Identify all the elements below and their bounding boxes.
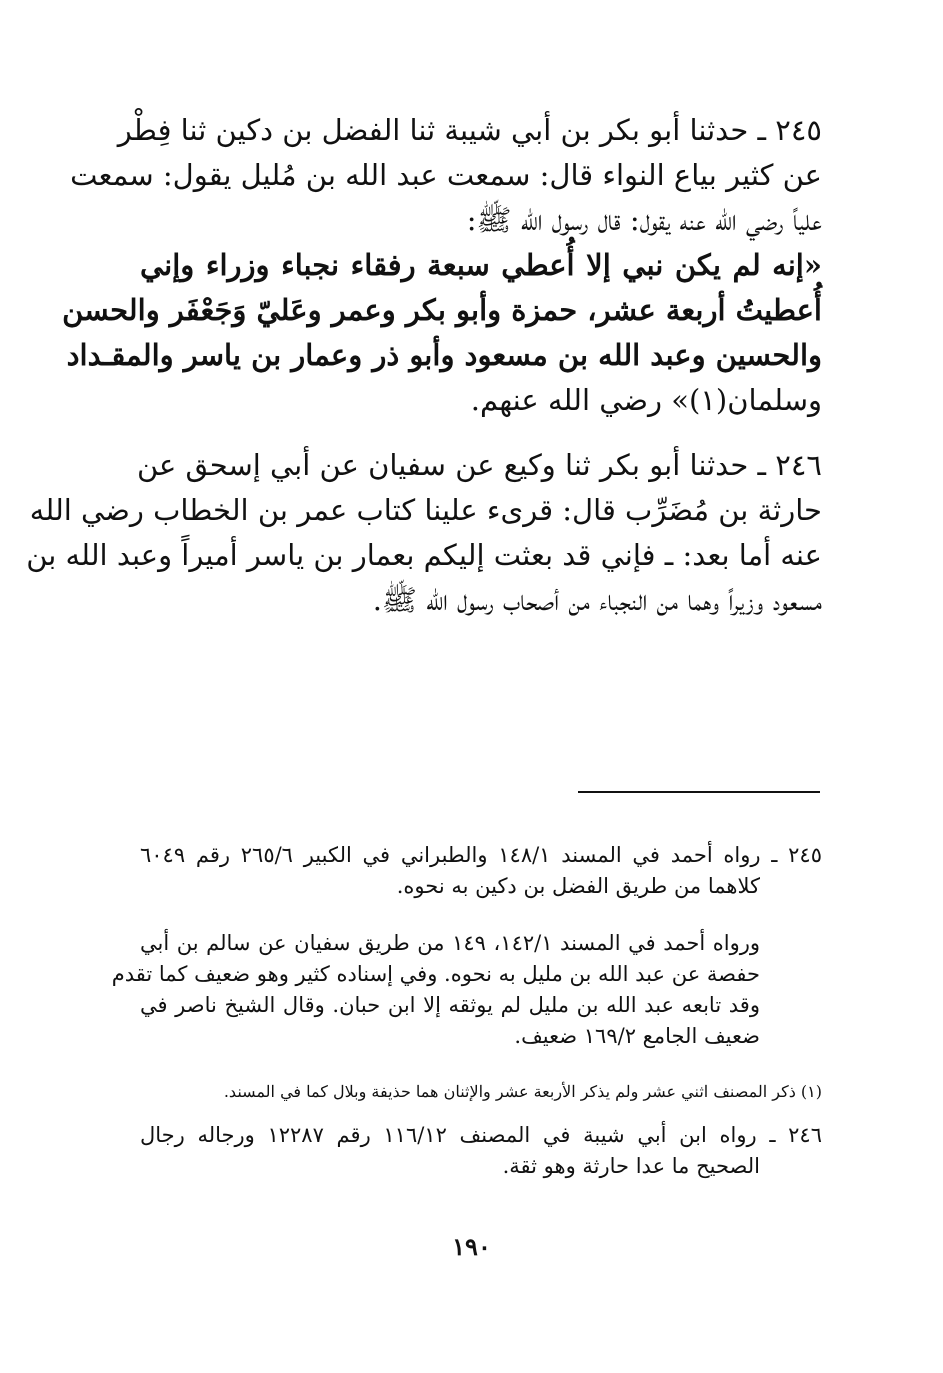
hadith-246-line-1: ٢٤٦ ـ حدثنا أبو بكر ثنا وكيع عن سفيان عن أبي إسحق عن xyxy=(136,448,822,482)
footnote-note-1-text: (١) ذكر المصنف اثني عشر ولم يذكر الأربعة عشر والإثنان هما حذيفة وبلال كما في المسند. xyxy=(223,1082,822,1101)
hadith-246-line-4: مسعود وزيراً وهما من النجباء من أصحاب رسول الله ﷺ. xyxy=(372,583,822,617)
hadith-245-line-1: ٢٤٥ ـ حدثنا أبو بكر بن أبي شيبة ثنا الفضل بن دكين ثنا فِطْر xyxy=(117,113,822,147)
footnote-245b-line-2: حفصة عن عبد الله بن مليل به نحوه. وفي إسناده كثير وهو ضعيف كما تقدم xyxy=(111,962,760,986)
hadith-246-line-2: حارثة بن مُضَرِّب قال: قرىء علينا كتاب عمر بن الخطاب رضي الله xyxy=(29,493,822,527)
page-number: ١٩٠ xyxy=(452,1232,491,1261)
hadith-245-line-3: علياً رضي الله عنه يقول: قال رسول الله ﷺ: xyxy=(466,203,822,237)
footnote-245-continued xyxy=(111,928,760,1052)
footnote-245-line-2: كلاهما من طريق الفضل بن دكين به نحوه. xyxy=(396,874,760,898)
footnote-note-1 xyxy=(140,1079,822,1105)
hadith-245-line-5: أُعطيتُ أربعة عشر، حمزة وأبو بكر وعمر وعَليّ وَجَعْفَر والحسن xyxy=(62,293,822,327)
hadith-245-line-6: والحسين وعبد الله بن مسعود وأبو ذر وعمار بن ياسر والمقـداد xyxy=(66,338,822,372)
hadith-245-line-4: «إنه لم يكن نبي إلا أُعطي سبعة رفقاء نجباء وزراء وإني xyxy=(140,248,822,282)
footnote-246 xyxy=(140,1120,822,1182)
footnote-245-line-1: ٢٤٥ ـ رواه أحمد في المسند ١٤٨/١ والطبراني في الكبير ٢٦٥/٦ رقم ٦٠٤٩ xyxy=(140,843,822,867)
hadith-245-line-7: وسلمان(١)» رضي الله عنهم. xyxy=(470,383,822,417)
hadith-245 xyxy=(62,108,822,423)
hadith-246 xyxy=(26,443,822,623)
hadith-245-line-2: عن كثير بياع النواء قال: سمعت عبد الله بن مُليل يقول: سمعت xyxy=(70,158,822,192)
footnote-245b-line-3: وقد تابعه عبد الله بن مليل لم يوثقه إلا ابن حبان. وقال الشيخ ناصر في xyxy=(140,993,760,1017)
footnote-246-line-2: الصحيح ما عدا حارثة وهو ثقة. xyxy=(502,1154,760,1178)
footnote-246-line-1: ٢٤٦ ـ رواه ابن أبي شيبة في المصنف ١١٦/١٢ رقم ١٢٢٨٧ ورجاله رجال xyxy=(140,1123,822,1147)
hadith-246-line-3: عنه أما بعد: ـ فإني قد بعثت إليكم بعمار بن ياسر أميراً وعبد الله بن xyxy=(26,538,822,572)
footnote-separator xyxy=(578,791,820,793)
footnote-245b-line-4: ضعيف الجامع ١٦٩/٢ ضعيف. xyxy=(514,1024,760,1048)
footnote-245b-line-1: ورواه أحمد في المسند ١٤٢/١، ١٤٩ من طريق سفيان عن سالم بن أبي xyxy=(140,931,760,955)
footnote-245 xyxy=(140,840,822,902)
